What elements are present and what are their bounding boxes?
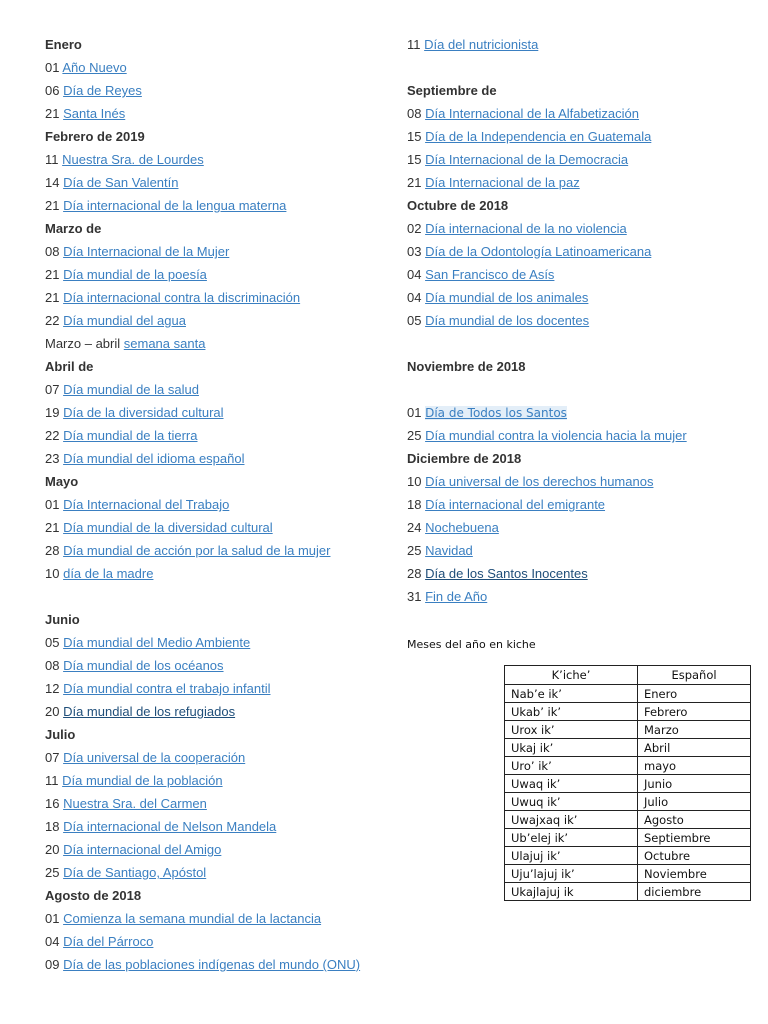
event-link[interactable]: Día mundial de acción por la salud de la mujer	[63, 543, 331, 558]
event-date: 08	[407, 106, 422, 121]
spacer	[45, 587, 375, 610]
event-item	[45, 311, 375, 334]
event-item	[45, 679, 375, 702]
event-item	[45, 518, 375, 541]
spacer	[407, 380, 752, 403]
kiche-months-table	[504, 665, 751, 901]
event-date: 25	[45, 865, 60, 880]
event-item	[45, 265, 375, 288]
event-item	[45, 403, 375, 426]
kiche-month-cell: Ukab’ ik’	[505, 703, 638, 721]
event-item	[45, 564, 375, 587]
table-header-row	[505, 666, 751, 685]
event-date: 18	[407, 497, 422, 512]
spanish-month-cell: Noviembre	[638, 865, 751, 883]
event-link[interactable]: Día mundial del idioma español	[63, 451, 245, 466]
table-row	[505, 811, 751, 829]
event-item	[45, 380, 375, 403]
event-date: 22	[45, 313, 60, 328]
event-date: 28	[407, 566, 422, 581]
event-date: 07	[45, 382, 60, 397]
month-heading: Febrero de 2019	[45, 129, 145, 144]
month-heading: Mayo	[45, 474, 79, 489]
event-link[interactable]: Día mundial del agua	[63, 313, 186, 328]
event-link[interactable]: Día mundial de los refugiados	[63, 704, 236, 719]
event-item	[45, 771, 375, 794]
event-date: 11	[407, 37, 421, 52]
event-link[interactable]: Día internacional del Amigo	[63, 842, 222, 857]
event-link[interactable]: Día de la Independencia en Guatemala	[425, 129, 652, 144]
event-item	[407, 587, 752, 610]
event-item	[45, 334, 375, 357]
event-date: 05	[407, 313, 422, 328]
event-item	[45, 196, 375, 219]
event-item	[45, 702, 375, 725]
event-item	[407, 150, 752, 173]
event-date: 01	[45, 497, 60, 512]
kiche-month-cell: Uwaq ik’	[505, 775, 638, 793]
event-link[interactable]: Día de los Santos Inocentes	[425, 566, 588, 581]
event-item	[407, 518, 752, 541]
table-row	[505, 739, 751, 757]
event-item	[45, 242, 375, 265]
event-link[interactable]: Nuestra Sra. del Carmen	[63, 796, 207, 811]
kiche-month-cell: Uju’lajuj ik’	[505, 865, 638, 883]
header-espanol: Español	[638, 666, 751, 685]
event-link[interactable]: Día universal de la cooperación	[63, 750, 246, 765]
event-date: 21	[45, 198, 60, 213]
event-item	[45, 932, 375, 955]
event-date: 22	[45, 428, 60, 443]
table-row	[505, 883, 751, 901]
event-date: 24	[407, 520, 422, 535]
spanish-month-cell: Julio	[638, 793, 751, 811]
event-link[interactable]: Día mundial de la salud	[63, 382, 199, 397]
event-date: 20	[45, 842, 60, 857]
event-item	[407, 472, 752, 495]
event-item	[45, 794, 375, 817]
event-date: 23	[45, 451, 60, 466]
event-date: 25	[407, 543, 422, 558]
event-link[interactable]: Día de Santiago, Apóstol	[63, 865, 207, 880]
event-date: 06	[45, 83, 60, 98]
table-row	[505, 829, 751, 847]
event-item	[407, 173, 752, 196]
event-date: 11	[45, 773, 59, 788]
month-heading: Diciembre de 2018	[407, 451, 522, 466]
event-date: 12	[45, 681, 60, 696]
event-date: 08	[45, 658, 60, 673]
event-item	[45, 150, 375, 173]
event-link[interactable]: Día mundial contra el trabajo infantil	[63, 681, 271, 696]
table-row	[505, 703, 751, 721]
month-heading: Abril de	[45, 359, 94, 374]
event-date: 05	[45, 635, 60, 650]
event-item	[407, 127, 752, 150]
event-item	[45, 58, 375, 81]
kiche-month-cell: Ulajuj ik’	[505, 847, 638, 865]
event-item	[45, 104, 375, 127]
event-date: 18	[45, 819, 60, 834]
event-date: 16	[45, 796, 60, 811]
event-link[interactable]: Día de San Valentín	[63, 175, 179, 190]
event-link[interactable]: Día internacional de Nelson Mandela	[63, 819, 277, 834]
spanish-month-cell: Enero	[638, 685, 751, 703]
month-heading: Noviembre de 2018	[407, 359, 526, 374]
event-item	[45, 541, 375, 564]
event-item	[407, 35, 752, 58]
event-date: 10	[45, 566, 60, 581]
event-date: 19	[45, 405, 60, 420]
event-item	[45, 633, 375, 656]
event-item	[45, 426, 375, 449]
event-date: 01	[407, 405, 422, 420]
event-date: 02	[407, 221, 422, 236]
event-date: 21	[45, 290, 60, 305]
month-heading: Octubre de 2018	[407, 198, 509, 213]
event-item	[45, 656, 375, 679]
event-link[interactable]: Día mundial contra la violencia hacia la mujer	[425, 428, 687, 443]
event-item	[45, 863, 375, 886]
month-heading: Julio	[45, 727, 76, 742]
event-link[interactable]: Día mundial de los animales	[425, 290, 589, 305]
event-link[interactable]: Día Internacional de la Mujer	[63, 244, 230, 259]
kiche-table-body	[505, 685, 751, 901]
table-row	[505, 775, 751, 793]
event-item	[45, 495, 375, 518]
event-link[interactable]: Día Internacional de la Alfabetización	[425, 106, 640, 121]
event-link[interactable]: Día internacional contra la discriminación	[63, 290, 301, 305]
event-date: 20	[45, 704, 60, 719]
event-link[interactable]: Día Internacional de la Democracia	[425, 152, 629, 167]
event-link[interactable]: Día mundial de la diversidad cultural	[63, 520, 273, 535]
kiche-month-cell: Nab’e ik’	[505, 685, 638, 703]
event-date: 07	[45, 750, 60, 765]
event-item	[407, 311, 752, 334]
event-link[interactable]: Año Nuevo	[62, 60, 127, 75]
event-link[interactable]: Día universal de los derechos humanos	[425, 474, 654, 489]
event-date: 21	[45, 520, 60, 535]
event-item	[45, 81, 375, 104]
kiche-month-cell: Ub’elej ik’	[505, 829, 638, 847]
event-link[interactable]: Día de Todos los Santos	[425, 406, 567, 420]
event-link[interactable]: Día de la diversidad cultural	[63, 405, 224, 420]
event-link[interactable]: Día mundial de la tierra	[63, 428, 198, 443]
event-link[interactable]: Día mundial de los océanos	[63, 658, 224, 673]
table-row	[505, 847, 751, 865]
event-item	[45, 748, 375, 771]
event-link[interactable]: Día internacional del emigrante	[425, 497, 606, 512]
event-item	[407, 403, 752, 426]
event-link[interactable]: San Francisco de Asís	[425, 267, 555, 282]
kiche-month-cell: Uwajxaq ik’	[505, 811, 638, 829]
month-heading: Septiembre de	[407, 83, 497, 98]
table-row	[505, 865, 751, 883]
kiche-month-cell: Ukaj ik’	[505, 739, 638, 757]
event-date: 31	[407, 589, 422, 604]
event-link[interactable]: Día mundial de la población	[62, 773, 223, 788]
event-date: 28	[45, 543, 60, 558]
event-link[interactable]: Día del nutricionista	[424, 37, 539, 52]
event-date: 21	[45, 267, 60, 282]
month-heading: Agosto de 2018	[45, 888, 142, 903]
spanish-month-cell: Octubre	[638, 847, 751, 865]
event-link[interactable]: Día Internacional de la paz	[425, 175, 580, 190]
spanish-month-cell: Abril	[638, 739, 751, 757]
event-link[interactable]: Día del Párroco	[63, 934, 154, 949]
event-link[interactable]: Fin de Año	[425, 589, 488, 604]
event-link[interactable]: Día mundial del Medio Ambiente	[63, 635, 251, 650]
event-link[interactable]: semana santa	[123, 336, 206, 351]
event-date: 03	[407, 244, 422, 259]
header-kiche: K’iche’	[505, 666, 638, 685]
event-date: 15	[407, 152, 422, 167]
event-link[interactable]: Día de Reyes	[63, 83, 142, 98]
event-date: 14	[45, 175, 60, 190]
spacer	[407, 58, 752, 81]
month-heading: Marzo de	[45, 221, 102, 236]
event-date: 01	[45, 60, 60, 75]
event-item	[45, 840, 375, 863]
table-row	[505, 793, 751, 811]
kiche-month-cell: Urox ik’	[505, 721, 638, 739]
table-row	[505, 757, 751, 775]
event-link[interactable]: Nochebuena	[425, 520, 499, 535]
event-item	[45, 909, 375, 932]
event-item	[45, 449, 375, 472]
kiche-table-title: Meses del año en kiche	[407, 638, 536, 651]
event-link[interactable]: Día mundial de los docentes	[425, 313, 590, 328]
kiche-month-cell: Uwuq ik’	[505, 793, 638, 811]
event-date: 25	[407, 428, 422, 443]
spanish-month-cell: Septiembre	[638, 829, 751, 847]
right-column	[407, 35, 752, 610]
event-link[interactable]: Día de las poblaciones indígenas del mundo (ONU)	[63, 957, 361, 972]
spanish-month-cell: diciembre	[638, 883, 751, 901]
event-link[interactable]: Navidad	[425, 543, 473, 558]
spanish-month-cell: Junio	[638, 775, 751, 793]
event-date: 04	[407, 290, 422, 305]
event-date: 15	[407, 129, 422, 144]
spacer	[407, 334, 752, 357]
event-link[interactable]: Día mundial de la poesía	[63, 267, 207, 282]
left-column	[45, 35, 375, 988]
event-date: 21	[45, 106, 60, 121]
kiche-month-cell: Uro’ ik’	[505, 757, 638, 775]
event-item	[407, 541, 752, 564]
event-item	[45, 817, 375, 840]
event-link[interactable]: Comienza la semana mundial de la lactancia	[63, 911, 322, 926]
table-row	[505, 721, 751, 739]
event-item	[407, 564, 752, 587]
event-date: 08	[45, 244, 60, 259]
month-heading: Junio	[45, 612, 80, 627]
event-link[interactable]: Día internacional de la lengua materna	[63, 198, 287, 213]
event-item	[407, 265, 752, 288]
kiche-month-cell: Ukajlajuj ik	[505, 883, 638, 901]
event-item	[45, 288, 375, 311]
event-item	[45, 955, 375, 988]
spanish-month-cell: Marzo	[638, 721, 751, 739]
event-date: 10	[407, 474, 422, 489]
event-item	[407, 219, 752, 242]
event-item	[407, 495, 752, 518]
event-link[interactable]: Día internacional de la no violencia	[425, 221, 627, 236]
event-item	[407, 242, 752, 265]
event-date: 11	[45, 152, 59, 167]
event-date: 09	[45, 957, 60, 972]
spanish-month-cell: Febrero	[638, 703, 751, 721]
event-link[interactable]: Día Internacional del Trabajo	[63, 497, 230, 512]
event-date: 21	[407, 175, 422, 190]
event-date: 01	[45, 911, 60, 926]
event-date: Marzo – abril	[45, 336, 121, 351]
table-row	[505, 685, 751, 703]
event-link[interactable]: Día de la Odontología Latinoamericana	[425, 244, 652, 259]
event-link[interactable]: Nuestra Sra. de Lourdes	[62, 152, 204, 167]
event-item	[407, 426, 752, 449]
event-date: 04	[45, 934, 60, 949]
month-heading: Enero	[45, 37, 82, 52]
event-item	[45, 173, 375, 196]
spanish-month-cell: Agosto	[638, 811, 751, 829]
spanish-month-cell: mayo	[638, 757, 751, 775]
event-item	[407, 288, 752, 311]
event-link[interactable]: día de la madre	[63, 566, 154, 581]
event-date: 04	[407, 267, 422, 282]
event-item	[407, 104, 752, 127]
event-link[interactable]: Santa Inés	[63, 106, 126, 121]
